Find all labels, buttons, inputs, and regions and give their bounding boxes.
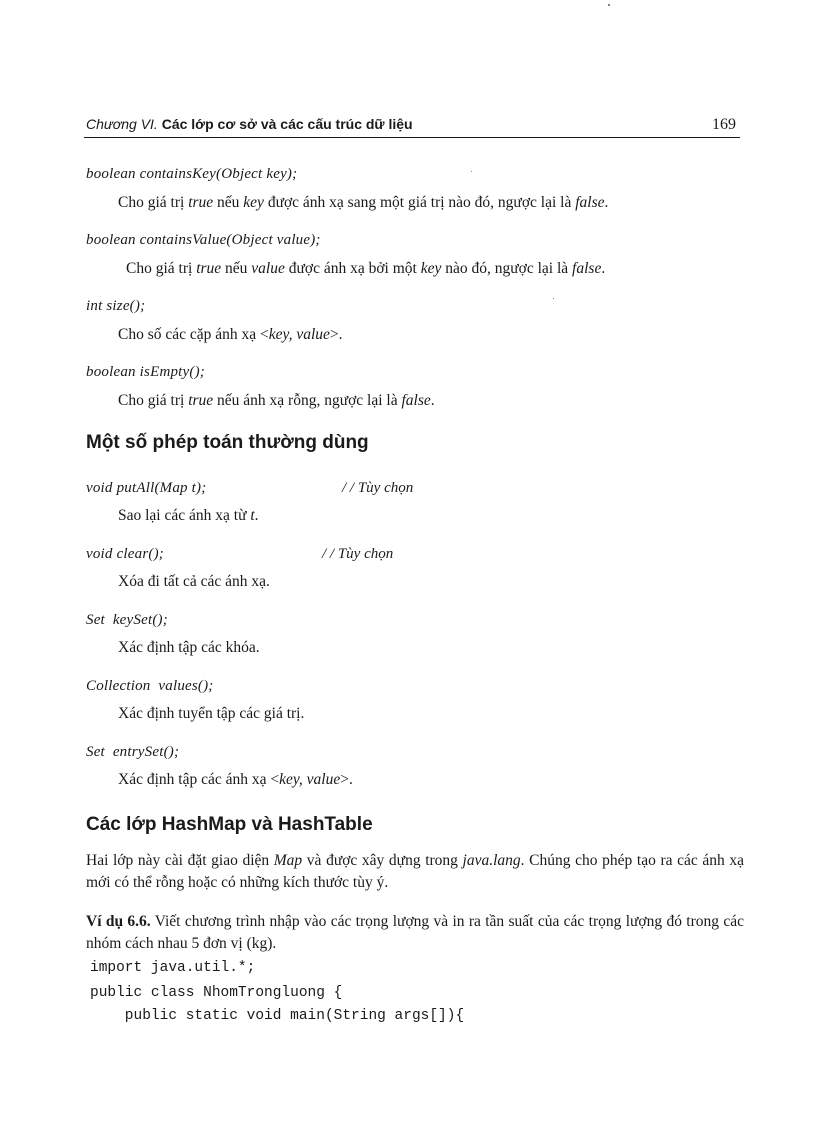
method-description: Cho giá trị true nếu key được ánh xạ sang một giá trị nào đó, ngược lại là false. <box>118 194 609 211</box>
code-line: public static void main(String args[]){ <box>90 1008 465 1024</box>
method-signature: boolean containsKey(Object key); <box>86 166 298 182</box>
running-header <box>86 116 413 132</box>
chapter-title: Các lớp cơ sở và các cấu trúc dữ liệu <box>161 116 413 132</box>
chapter-label: Chương VI. <box>86 116 158 132</box>
paragraph: Hai lớp này cài đặt giao diện Map và được xây dựng trong java.lang. Chúng cho phép tạo ra các ánh xạ mới có thể rỗng hoặc có những kích thước tùy ý. <box>86 852 745 891</box>
method-description: Cho giá trị true nếu value được ánh xạ bởi một key nào đó, ngược lại là false. <box>126 260 606 277</box>
example-label: Ví dụ 6.6. <box>86 913 151 930</box>
method-signature: int size(); <box>86 298 146 314</box>
method-signature: void putAll(Map t); <box>86 480 207 496</box>
method-comment: / / Tùy chọn <box>342 480 414 496</box>
method-description: Cho giá trị true nếu ánh xạ rỗng, ngược lại là false. <box>118 392 435 409</box>
method-signature: boolean isEmpty(); <box>86 364 205 380</box>
method-signature: boolean containsValue(Object value); <box>86 232 321 248</box>
method-signature: void clear(); <box>86 546 164 562</box>
method-description: Sao lại các ánh xạ từ t. <box>118 507 259 524</box>
method-description: Xác định tập các khóa. <box>118 639 260 656</box>
scan-speck <box>553 298 554 299</box>
method-comment: / / Tùy chọn <box>322 546 394 562</box>
page-number: 169 <box>712 116 736 133</box>
method-description: Cho số các cặp ánh xạ <key, value>. <box>118 326 343 343</box>
method-signature: Set keySet(); <box>86 612 168 628</box>
section-heading: Một số phép toán thường dùng <box>86 432 369 453</box>
scan-speck <box>471 171 472 172</box>
method-description: Xóa đi tất cả các ánh xạ. <box>118 573 270 590</box>
code-line: public class NhomTrongluong { <box>90 985 343 1001</box>
section-heading: Các lớp HashMap và HashTable <box>86 814 373 835</box>
method-description: Xác định tuyển tập các giá trị. <box>118 705 305 722</box>
method-description: Xác định tập các ánh xạ <key, value>. <box>118 771 353 788</box>
example-paragraph: Ví dụ 6.6. Viết chương trình nhập vào các trọng lượng và in ra tần suất của các trọng lượng đó trong các nhóm cách nhau 5 đơn vị (kg). <box>86 913 744 952</box>
method-signature: Set entrySet(); <box>86 744 180 760</box>
header-rule <box>84 137 740 138</box>
scan-speck <box>608 4 610 6</box>
method-signature: Collection values(); <box>86 678 214 694</box>
code-line: import java.util.*; <box>90 960 256 976</box>
